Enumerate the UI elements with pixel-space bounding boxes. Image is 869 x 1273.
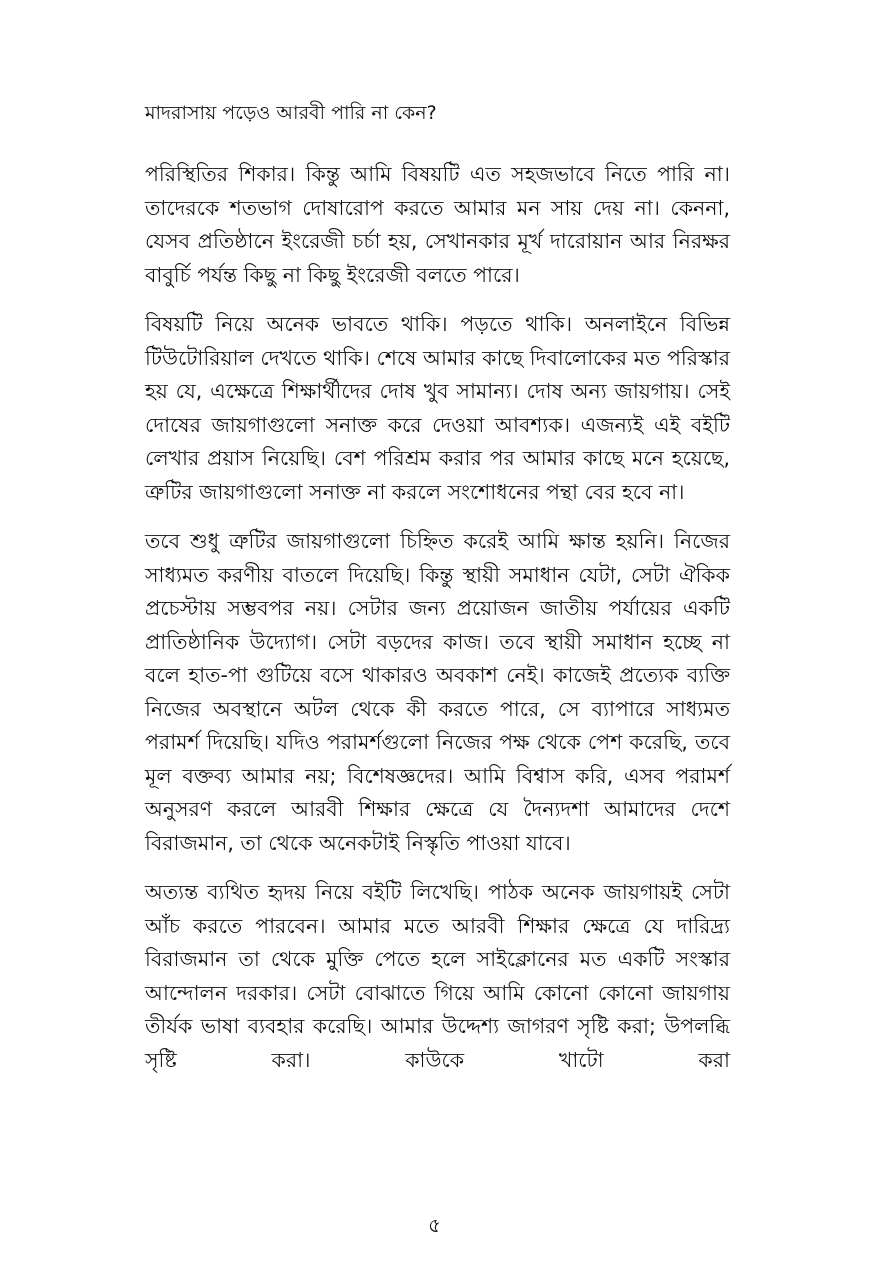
paragraph-1: পরিস্থিতির শিকার। কিন্তু আমি বিষয়টি এত সহজভাবে নিতে পারি না। তাদেরকে শতভাগ দোষারোপ করতে আমার মন সায় দেয় না। কেননা, যেসব প্রতিষ্ঠানে ইংরেজী চর্চা হয়, সেখানকার মূর্খ দারোয়ান আর নিরক্ষর বাবুর্চি পর্যন্ত কিছু না কিছু ইংরেজী বলতে পারে। (145, 162, 730, 287)
page-number: ৫ (428, 1213, 441, 1237)
paragraph-3: তবে শুধু ত্রুটির জায়গাগুলো চিহ্নিত করেই আমি ক্ষান্ত হয়নি। নিজের সাধ্যমত করণীয় বাতলে দিয়েছি। কিন্তু স্থায়ী সমাধান যেটা, সেটা ঐকিক প্রচেস্টায় সম্ভবপর নয়। সেটার জন্য প্রয়োজন জাতীয় পর্যায়ের একটি প্রাতিষ্ঠানিক উদ্যোগ। সেটা বড়দের কাজ। তবে স্থায়ী সমাধান হচ্ছে না বলে হাত-পা গুটিয়ে বসে থাকারও অবকাশ নেই। কাজেই প্রত্যেক ব্যক্তি নিজের অবস্থানে অটল থেকে কী করতে পারে, সে ব্যাপারে সাধ্যমত পরামর্শ দিয়েছি। যদিও পরামর্শগুলো নিজের পক্ষ থেকে পেশ করেছি, তবে মূল বক্তব্য আমার নয়; বিশেষজ্ঞদের। আমি বিশ্বাস করি, এসব পরামর্শ অনুসরণ করলে আরবী শিক্ষার ক্ষেত্রে যে দৈন্যদশা আমাদের দেশে বিরাজমান, তা থেকে অনেকটাই নিস্কৃতি পাওয়া যাবে। (145, 529, 730, 855)
paragraph-2: বিষয়টি নিয়ে অনেক ভাবতে থাকি। পড়তে থাকি। অনলাইনে বিভিন্ন টিউটোরিয়াল দেখতে থাকি। শেষে আমার কাছে দিবালোকের মত পরিস্কার হয় যে, এক্ষেত্রে শিক্ষার্থীদের দোষ খুব সামান্য। দোষ অন্য জায়গায়। সেই দোষের জায়গাগুলো সনাক্ত করে দেওয়া আবশ্যক। এজন্যই এই বইটি লেখার প্রয়াস নিয়েছি। বেশ পরিশ্রম করার পর আমার কাছে মনে হয়েছে, ত্রুটির জায়গাগুলো সনাক্ত না করলে সংশোধনের পন্থা বের হবে না। (145, 312, 730, 504)
paragraph-4: অত্যন্ত ব্যথিত হৃদয় নিয়ে বইটি লিখেছি। পাঠক অনেক জায়গায়ই সেটা আঁচ করতে পারবেন। আমার মতে আরবী শিক্ষার ক্ষেত্রে যে দারিদ্র্য বিরাজমান তা থেকে মুক্তি পেতে হলে সাইক্লোনের মত একটি সংস্কার আন্দোলন দরকার। সেটা বোঝাতে গিয়ে আমি কোনো কোনো জায়গায় তীর্যক ভাষা ব্যবহার করেছি। আমার উদ্দেশ্য জাগরণ সৃষ্টি করা; উপলব্ধি সৃষ্টি করা। কাউকে খাটো করা (145, 880, 730, 1072)
running-header: মাদরাসায় পড়েও আরবী পারি না কেন? (145, 102, 437, 124)
